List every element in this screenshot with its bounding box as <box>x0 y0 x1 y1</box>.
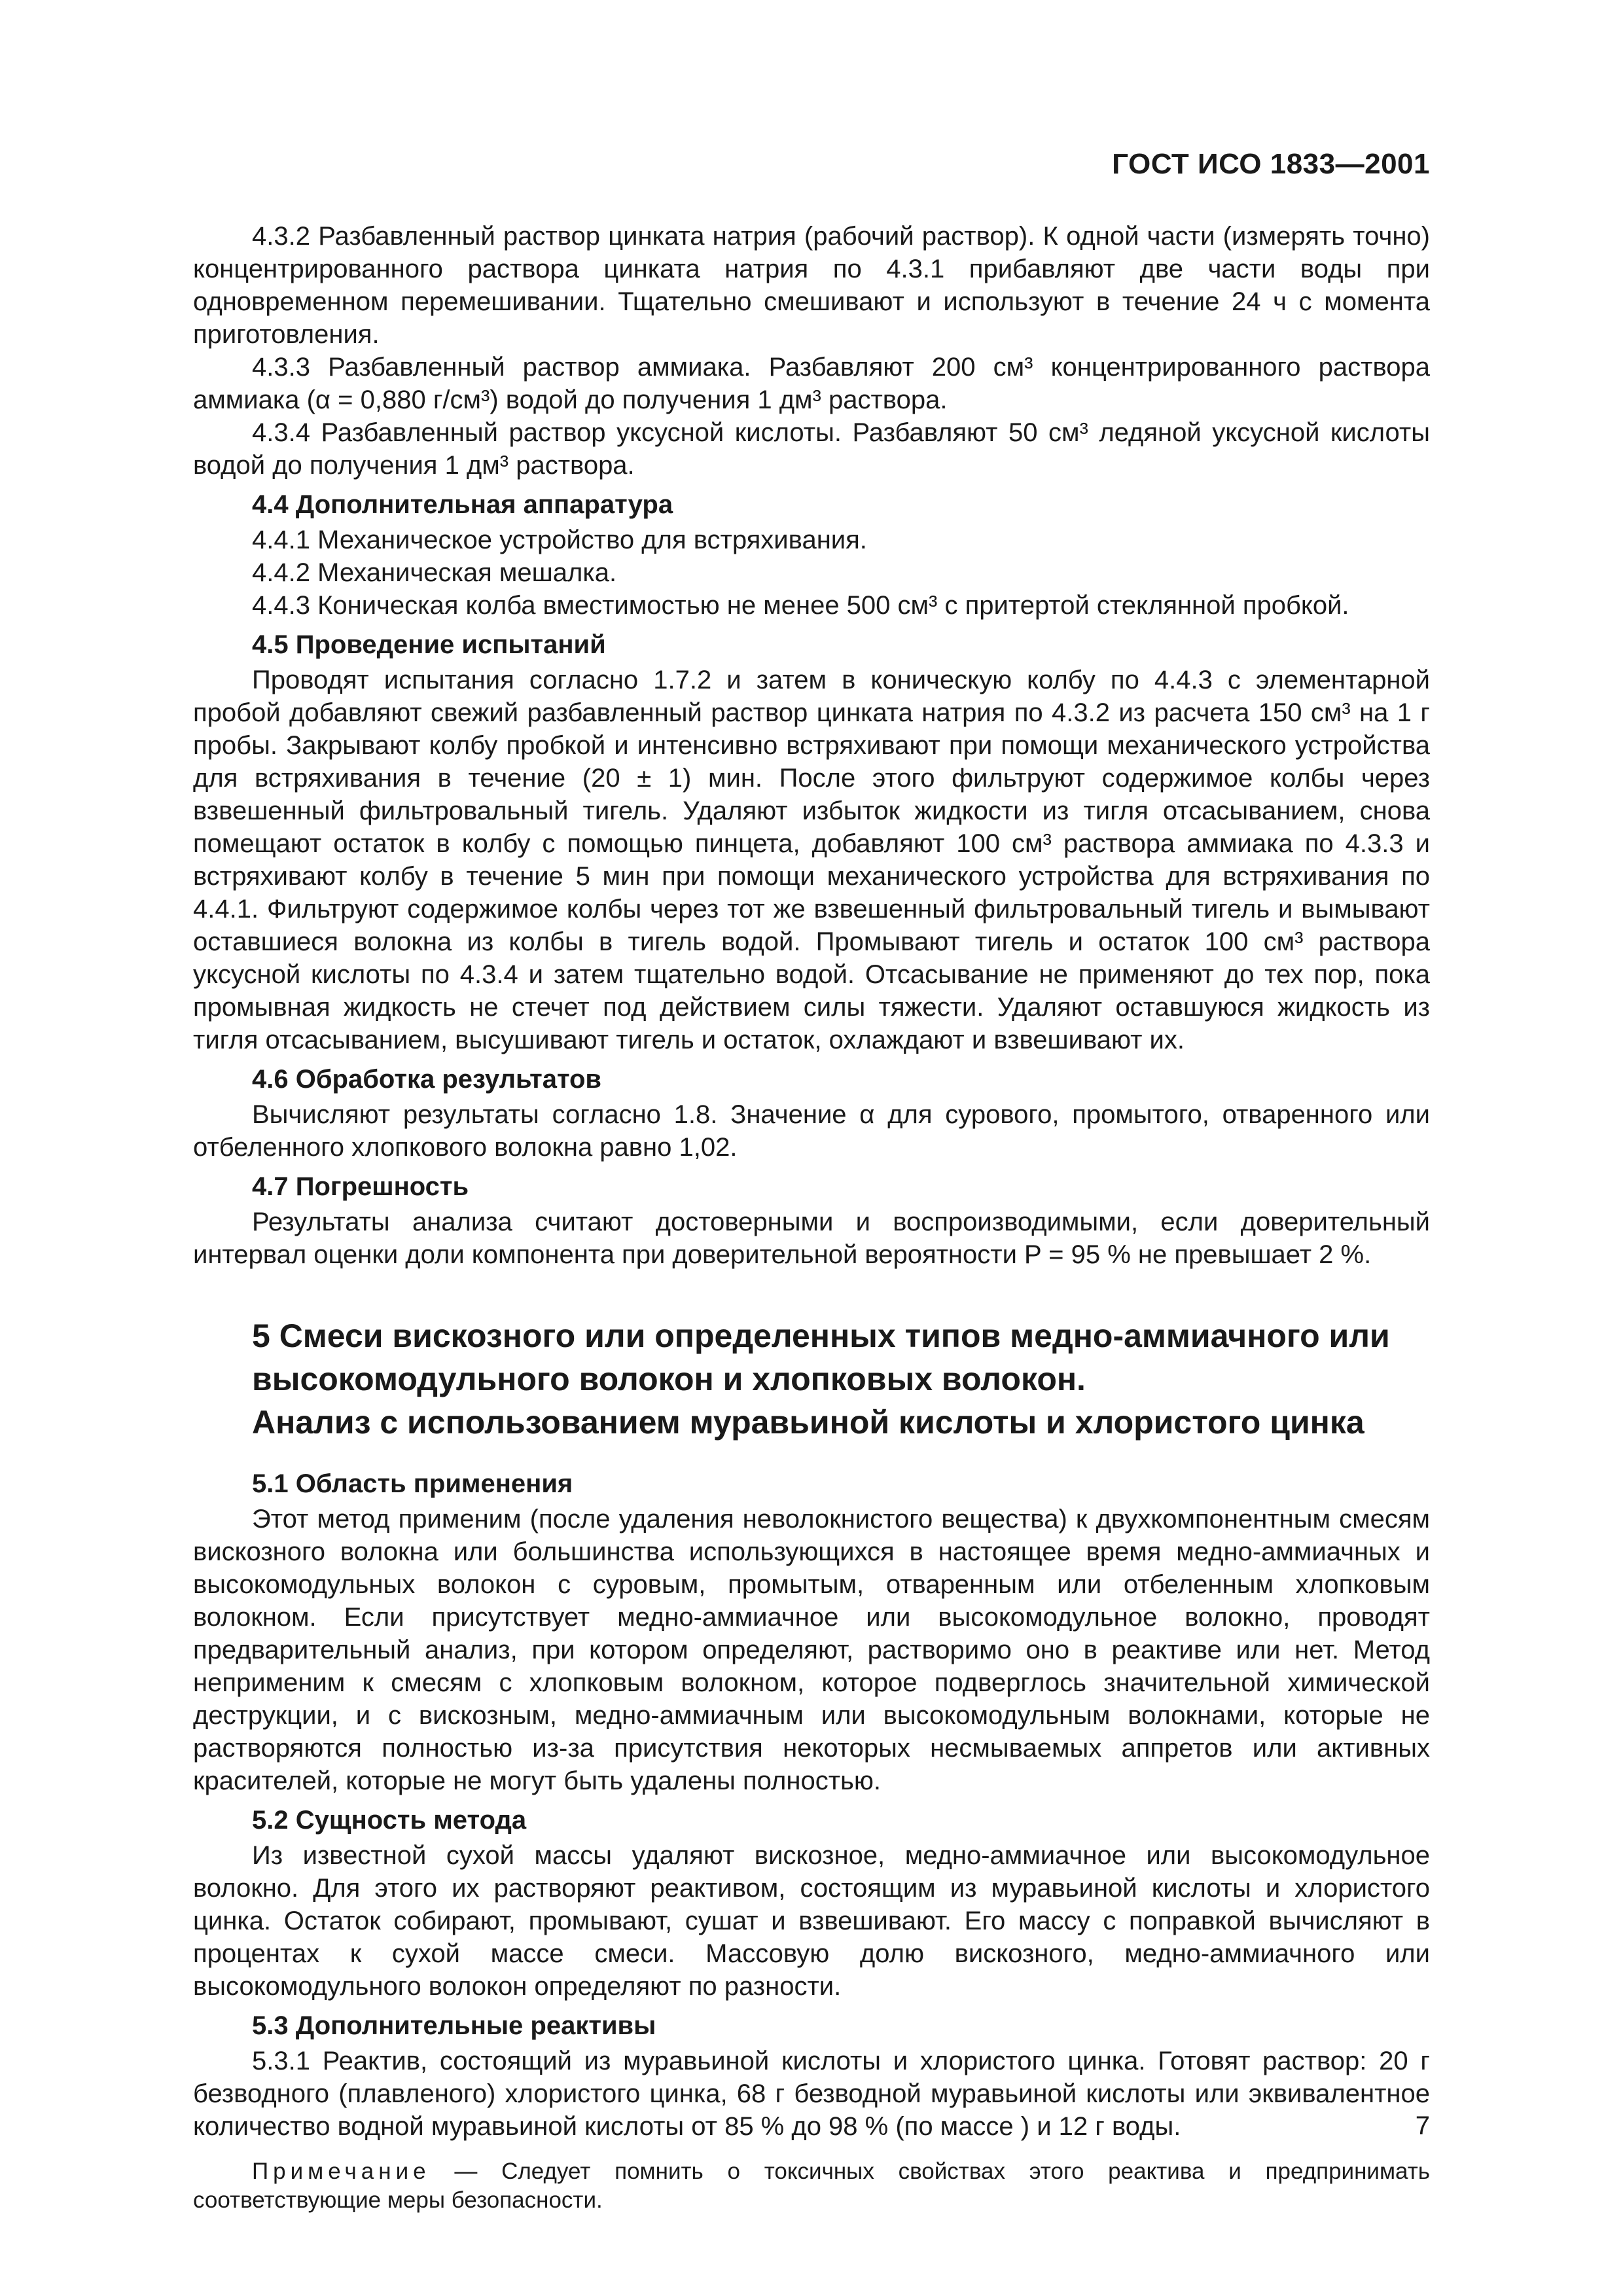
note-label: Примечание <box>252 2159 431 2184</box>
paragraph: 4.4.3 Коническая колба вместимостью не менее 500 см³ с притертой стеклянной пробкой. <box>252 591 1349 620</box>
subsection-heading: 4.7 Погрешность <box>252 1172 469 1201</box>
section-heading <box>193 1314 1430 1444</box>
paragraph: Результаты анализа считают достоверными и воспроизводимыми, если доверительный интервал оценки доли компонента при доверительной вероятности P = 95 % не превышает 2 %. <box>193 1208 1430 1269</box>
document-header: ГОСТ ИСО 1833—2001 <box>1112 148 1430 180</box>
subsection-heading: 4.5 Проведение испытаний <box>252 630 606 659</box>
subsection-heading: 4.6 Обработка результатов <box>252 1065 602 1094</box>
subsection-heading: 4.4 Дополнительная аппаратура <box>252 490 673 519</box>
paragraph: Этот метод применим (после удаления неволокнистого вещества) к двухкомпонентным смесям вискозного волокна или большинства использующихся в настоящее время медно-аммиачных и высокомодульных волокон с суровым, промытым, отваренным или отбеленным хлопковым волокном. Если присутствует медно-аммиачное или высокомодульное волокно, проводят предварительный анализ, при котором определяют, растворимо оно в реактиве или нет. Метод неприменим к смесям с хлопковым волокном, которое подверглось значительной химической деструкции, и с вискозным, медно-аммиачным или высокомодульным волокнами, которые не растворяются полностью из-за присутствия некоторых несмываемых аппретов или активных красителей, которые не могут быть удалены полностью. <box>193 1505 1430 1795</box>
paragraph: 4.3.3 Разбавленный раствор аммиака. Разбавляют 200 см³ концентрированного раствора аммиака (α = 0,880 г/см³) водой до получения 1 дм³ раствора. <box>193 353 1430 414</box>
paragraph: Вычисляют результаты согласно 1.8. Значение α для сурового, промытого, отваренного или отбеленного хлопкового волокна равно 1,02. <box>193 1100 1430 1162</box>
paragraph: 4.3.2 Разбавленный раствор цинката натрия (рабочий раствор). К одной части (измерять точно) концентрированного раствора цинката натрия по 4.3.1 прибавляют две части воды при одновременном перемешивании. Тщательно смешивают и используют в течение 24 ч с момента приготовления. <box>193 222 1430 349</box>
paragraph: 4.4.2 Механическая мешалка. <box>252 558 617 587</box>
paragraph: 5.3.1 Реактив, состоящий из муравьиной кислоты и хлористого цинка. Готовят раствор: 20 г безводного (плавленого) хлористого цинка, 68 г безводной муравьиной кислоты или эквивалентное количество водной муравьиной кислоты от 85 % до 98 % (по массе ) и 12 г воды. <box>193 2047 1430 2141</box>
paragraph: Из известной сухой массы удаляют вискозное, медно-аммиачное или высокомодульное волокно. Для этого их растворяют реактивом, состоящим из муравьиной кислоты и хлористого цинка. Остаток собирают, промывают, сушат и взвешивают. Его массу с поправкой вычисляют в процентах к сухой массе смеси. Массовую долю вискозного, медно-аммиачного или высокомодульного волокон определяют по разности. <box>193 1841 1430 2001</box>
note-text: — Следует помнить о токсичных свойствах этого реактива и предпринимать соответствующие меры безопасности. <box>193 2159 1430 2213</box>
document-body <box>193 220 1430 2215</box>
page-number: 7 <box>1415 2111 1430 2140</box>
section-heading-line: высокомодульного волокон и хлопковых волокон. <box>252 1361 1086 1397</box>
section-heading-line: 5 Смеси вискозного или определенных типов медно-аммиачного или <box>252 1318 1390 1354</box>
paragraph: 4.3.4 Разбавленный раствор уксусной кислоты. Разбавляют 50 см³ ледяной уксусной кислоты водой до получения 1 дм³ раствора. <box>193 418 1430 480</box>
subsection-heading: 5.3 Дополнительные реактивы <box>252 2011 656 2040</box>
subsection-heading: 5.2 Сущность метода <box>252 1806 527 1835</box>
paragraph: 4.4.1 Механическое устройство для встряхивания. <box>252 526 867 554</box>
section-heading-line: Анализ с использованием муравьиной кислоты и хлористого цинка <box>252 1404 1364 1441</box>
note-paragraph <box>193 2157 1430 2215</box>
paragraph: Проводят испытания согласно 1.7.2 и затем в коническую колбу по 4.4.3 с элементарной пробой добавляют свежий разбавленный раствор цинката натрия по 4.3.2 из расчета 150 см³ на 1 г пробы. Закрывают колбу пробкой и интенсивно встряхивают при помощи механического устройства для встряхивания в течение (20 ± 1) мин. После этого фильтруют содержимое колбы через взвешенный фильтровальный тигель. Удаляют избыток жидкости из тигля отсасыванием, снова помещают остаток в колбу с помощью пинцета, добавляют 100 см³ раствора аммиака по 4.3.3 и встряхивают колбу в течение 5 мин при помощи механического устройства для встряхивания по 4.4.1. Фильтруют содержимое колбы через тот же взвешенный фильтровальный тигель и вымывают оставшиеся волокна из колбы в тигель водой. Промывают тигель и остаток 100 см³ раствора уксусной кислоты по 4.3.4 и затем тщательно водой. Отсасывание не применяют до тех пор, пока промывная жидкость не стечет под действием силы тяжести. Удаляют оставшуюся жидкость из тигля отсасыванием, высушивают тигель и остаток, охлаждают и взвешивают их. <box>193 666 1430 1054</box>
subsection-heading: 5.1 Область применения <box>252 1469 573 1498</box>
